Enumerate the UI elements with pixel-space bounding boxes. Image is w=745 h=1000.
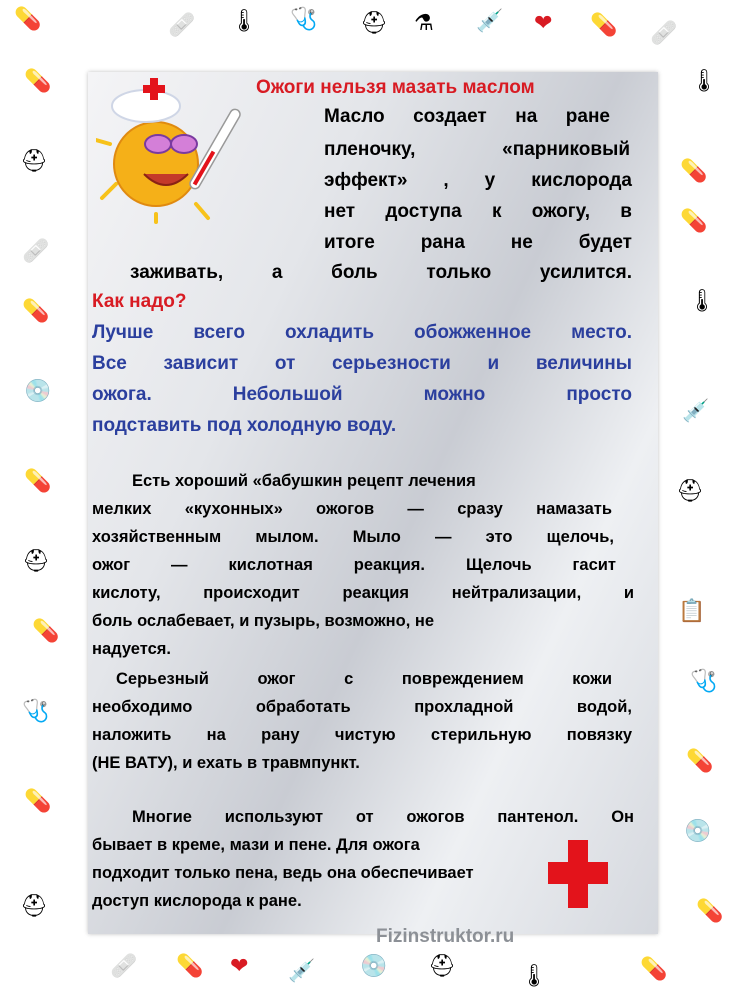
- body-line: наложить на рану чистую стерильную повязку: [92, 726, 632, 744]
- cd-icon: 💿: [360, 953, 388, 978]
- bandage-icon: 🩹: [168, 12, 196, 37]
- red-cross-icon: [548, 840, 608, 908]
- pill-pack-icon: 💊: [24, 468, 52, 493]
- capsule-icon: 💊: [640, 956, 668, 981]
- capsule-icon: 💊: [32, 618, 60, 643]
- intro-line: заживать, а боль только усилится.: [130, 262, 632, 283]
- capsule-icon: 💊: [590, 12, 618, 37]
- pill-pack-icon: 💊: [686, 748, 714, 773]
- advice-line: подставить под холодную воду.: [92, 415, 397, 436]
- first-aid-kit-icon: ⛑: [360, 10, 388, 35]
- body-line: хозяйственным мылом. Мыло — это щелочь,: [92, 528, 614, 546]
- syringe-icon: 💉: [682, 398, 710, 423]
- capsule-icon: 💊: [696, 898, 724, 923]
- pills-icon: 💊: [22, 298, 50, 323]
- first-aid-kit-icon: ⛑: [676, 478, 704, 503]
- advice-line: Лучше всего охладить обожженное место.: [92, 322, 632, 343]
- cd-icon: 💿: [24, 378, 52, 403]
- first-aid-kit-icon: ⛑: [20, 893, 48, 918]
- page-title: Ожоги нельзя мазать маслом: [256, 77, 535, 98]
- first-aid-kit-icon: ⛑: [20, 148, 48, 173]
- body-line: мелких «кухонных» ожогов — сразу намазать: [92, 500, 612, 518]
- body-line: (НЕ ВАТУ), и ехать в травмпункт.: [92, 754, 360, 772]
- thermometer-icon: 🌡: [520, 963, 548, 988]
- watermark: Fizinstruktor.ru: [376, 926, 515, 947]
- thermometer-icon: 🌡: [690, 68, 718, 93]
- pills-icon: 💊: [680, 208, 708, 233]
- sun-mascot-icon: [96, 74, 256, 224]
- body-line: боль ослабевает, и пузырь, возможно, не: [92, 612, 435, 630]
- flask-icon: ⚗: [414, 10, 434, 35]
- pill-pack-icon: 💊: [14, 6, 42, 31]
- body-line: Есть хороший «бабушкин рецепт лечения: [132, 472, 476, 490]
- advice-line: Все зависит от серьезности и величины: [92, 353, 632, 374]
- syringe-icon: 💉: [288, 958, 316, 983]
- first-aid-kit-icon: ⛑: [428, 953, 456, 978]
- intro-line: Масло создает на ране: [324, 106, 610, 127]
- pill-pack-icon: 💊: [24, 788, 52, 813]
- stethoscope-icon: 🩺: [690, 668, 718, 693]
- bandage-icon: 🩹: [650, 20, 678, 45]
- body-line: необходимо обработать прохладной водой,: [92, 698, 632, 716]
- bandage-icon: 🩹: [110, 953, 138, 978]
- stethoscope-icon: 🩺: [22, 698, 50, 723]
- body-line: доступ кислорода к ране.: [92, 892, 302, 910]
- thermometer-icon: 🌡: [230, 8, 258, 33]
- advice-line: ожога. Небольшой можно просто: [92, 384, 632, 405]
- body-line: Серьезный ожог с повреждением кожи: [116, 670, 612, 688]
- cd-icon: 💿: [684, 818, 712, 843]
- clipboard-icon: 📋: [678, 598, 706, 623]
- bandage-icon: 🩹: [22, 238, 50, 263]
- body-line: надуется.: [92, 640, 171, 658]
- first-aid-kit-icon: ⛑: [22, 548, 50, 573]
- syringe-icon: 💉: [476, 8, 504, 33]
- section-heading: Как надо?: [92, 291, 187, 312]
- body-line: Многие используют от ожогов пантенол. Он: [132, 808, 634, 826]
- capsule-icon: 💊: [680, 158, 708, 183]
- heart-pulse-icon: ❤: [230, 953, 249, 978]
- body-line: подходит только пена, ведь она обеспечивает: [92, 864, 474, 882]
- body-line: кислоту, происходит реакция нейтрализации, и: [92, 584, 634, 602]
- thermometer-icon: 🌡: [688, 288, 716, 313]
- intro-line: итоге рана не будет: [324, 232, 632, 253]
- heart-pulse-icon: ❤: [534, 10, 553, 35]
- intro-line: эффект» , у кислорода: [324, 170, 632, 191]
- body-line: бывает в креме, мази и пене. Для ожога: [92, 836, 420, 854]
- stethoscope-icon: 🩺: [290, 6, 318, 31]
- intro-line: нет доступа к ожогу, в: [324, 201, 632, 222]
- body-line: ожог — кислотная реакция. Щелочь гасит: [92, 556, 616, 574]
- intro-line: пленочку, «парниковый: [324, 139, 630, 160]
- capsule-icon: 💊: [176, 953, 204, 978]
- pill-pack-icon: 💊: [24, 68, 52, 93]
